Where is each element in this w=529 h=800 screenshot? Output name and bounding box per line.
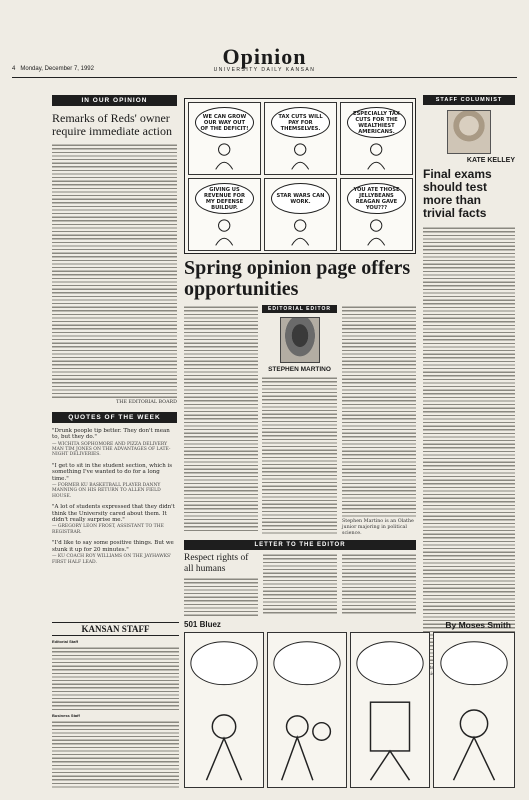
quote-2-source: — FORMER KU BASKETBALL PLAYER DANNY MANNING ON HIS RETURN TO ALLEN FIELD HOUSE.: [52, 483, 161, 499]
editorial-column: [52, 95, 177, 565]
comic-panel-4: [433, 632, 515, 788]
page-date: 4 Monday, December 7, 1992: [12, 66, 94, 72]
columnist-body-text: [423, 226, 515, 664]
editor-name: STEPHEN MARTINO: [268, 366, 331, 373]
cartoon-panel-1: [188, 102, 261, 175]
staff-columnist-label: STAFF COLUMNIST: [423, 95, 515, 105]
reagan-figure-icon: [210, 141, 238, 169]
jellybean-figure-icon: [362, 217, 390, 245]
reagan-figure-icon: [286, 217, 314, 245]
comic-title: 501 Bluez: [184, 620, 221, 629]
quote-4: "I'd like to say some positive things. But we stunk it up for 20 minutes.": [52, 540, 174, 553]
quote-1: "Drunk people tip better. They don't mean to, but they do.": [52, 427, 170, 441]
business-staff-label: Business Staff: [52, 713, 80, 718]
speech-bubble: STAR WARS CAN WORK.: [271, 183, 331, 214]
quote-3: "A lot of students expressed that they didn't think the University cared about them. It didn't really surprise me.": [52, 504, 175, 524]
speech-bubble: WE CAN GROW OUR WAY OUT OF THE DEFICIT!: [195, 107, 255, 138]
comic-byline: By Moses Smith: [445, 620, 511, 630]
editor-signoff: Stephen Martino is an Olathe junior majoring in political science.: [342, 519, 414, 536]
editorial-signoff: THE EDITORIAL BOARD: [116, 400, 177, 405]
letter-label: LETTER TO THE EDITOR: [184, 540, 416, 550]
cartoon-panel-2: [264, 102, 337, 175]
masthead: [12, 44, 517, 78]
cartoon-panel-6: [340, 178, 413, 251]
quote-4-source: — KU COACH ROY WILLIAMS ON THE JAYHAWKS' FIRST HALF LEAD.: [52, 554, 172, 565]
in-our-opinion-label: IN OUR OPINION: [52, 95, 177, 106]
columnist-headline: Final exams should test more than trivial facts: [423, 167, 492, 220]
main-article-col-3: [342, 305, 416, 536]
columnist-signoff: junior: [423, 671, 438, 677]
editorial-editor-box: [262, 305, 337, 534]
reagan-figure-icon: [210, 217, 238, 245]
reagan-figure-icon: [362, 141, 390, 169]
section-title: Opinion: [222, 44, 307, 69]
paper-name: UNIVERSITY DAILY KANSAN: [213, 67, 316, 73]
speech-bubble: ESPECIALLY TAX CUTS FOR THE WEALTHIEST AMERICANS.: [347, 107, 407, 138]
comic-panel-3: [350, 632, 430, 788]
editor-photo: [280, 317, 320, 363]
staff-title: KANSAN STAFF: [52, 622, 179, 636]
kansan-staff-box: [52, 622, 179, 790]
main-article-col-1: [184, 305, 258, 531]
editorial-staff-label: Editorial Staff: [52, 639, 79, 644]
columnist-photo: [447, 110, 491, 154]
editorial-cartoon: [184, 98, 416, 254]
quote-1-source: — WICHITA SOPHOMORE AND PIZZA DELIVERY MAN TIM JONES ON THE ADVANTAGES OF LATE-NIGHT DELIVERIES.: [52, 441, 171, 458]
bottom-comic: [184, 620, 515, 790]
quote-3-source: — GREGORY LEON FROST, ASSISTANT TO THE REGISTRAR.: [52, 524, 164, 535]
quote-2: "I get to sit in the student section, which is something I've wanted to do for a long time.": [52, 462, 173, 482]
comic-panel-1: [184, 632, 264, 788]
editorial-editor-label: EDITORIAL EDITOR: [262, 305, 337, 313]
cartoon-panel-5: [264, 178, 337, 251]
comic-panel-2: [267, 632, 347, 788]
columnist-name: KATE KELLEY: [466, 157, 515, 164]
editorial-headline: Remarks of Reds' owner require immediate action: [52, 111, 172, 138]
cartoon-panel-3: [340, 102, 413, 175]
speech-bubble: TAX CUTS WILL PAY FOR THEMSELVES.: [271, 107, 331, 138]
letter-headline: Respect rights of all humans: [184, 553, 249, 574]
letter-to-editor: [184, 540, 416, 616]
reagan-figure-icon: [286, 141, 314, 169]
speech-bubble: GIVING US REVENUE FOR MY DEFENSE BUILDUP.: [195, 183, 255, 214]
quotes-label: QUOTES OF THE WEEK: [52, 412, 177, 423]
editorial-body-text: [52, 143, 177, 398]
main-headline: Spring opinion page offers opportunities: [184, 257, 411, 300]
speech-bubble: YOU ATE THOSE JELLYBEANS REAGAN GAVE YOU???: [347, 183, 407, 214]
staff-columnist-column: [423, 95, 515, 678]
cartoon-panel-4: [188, 178, 261, 251]
